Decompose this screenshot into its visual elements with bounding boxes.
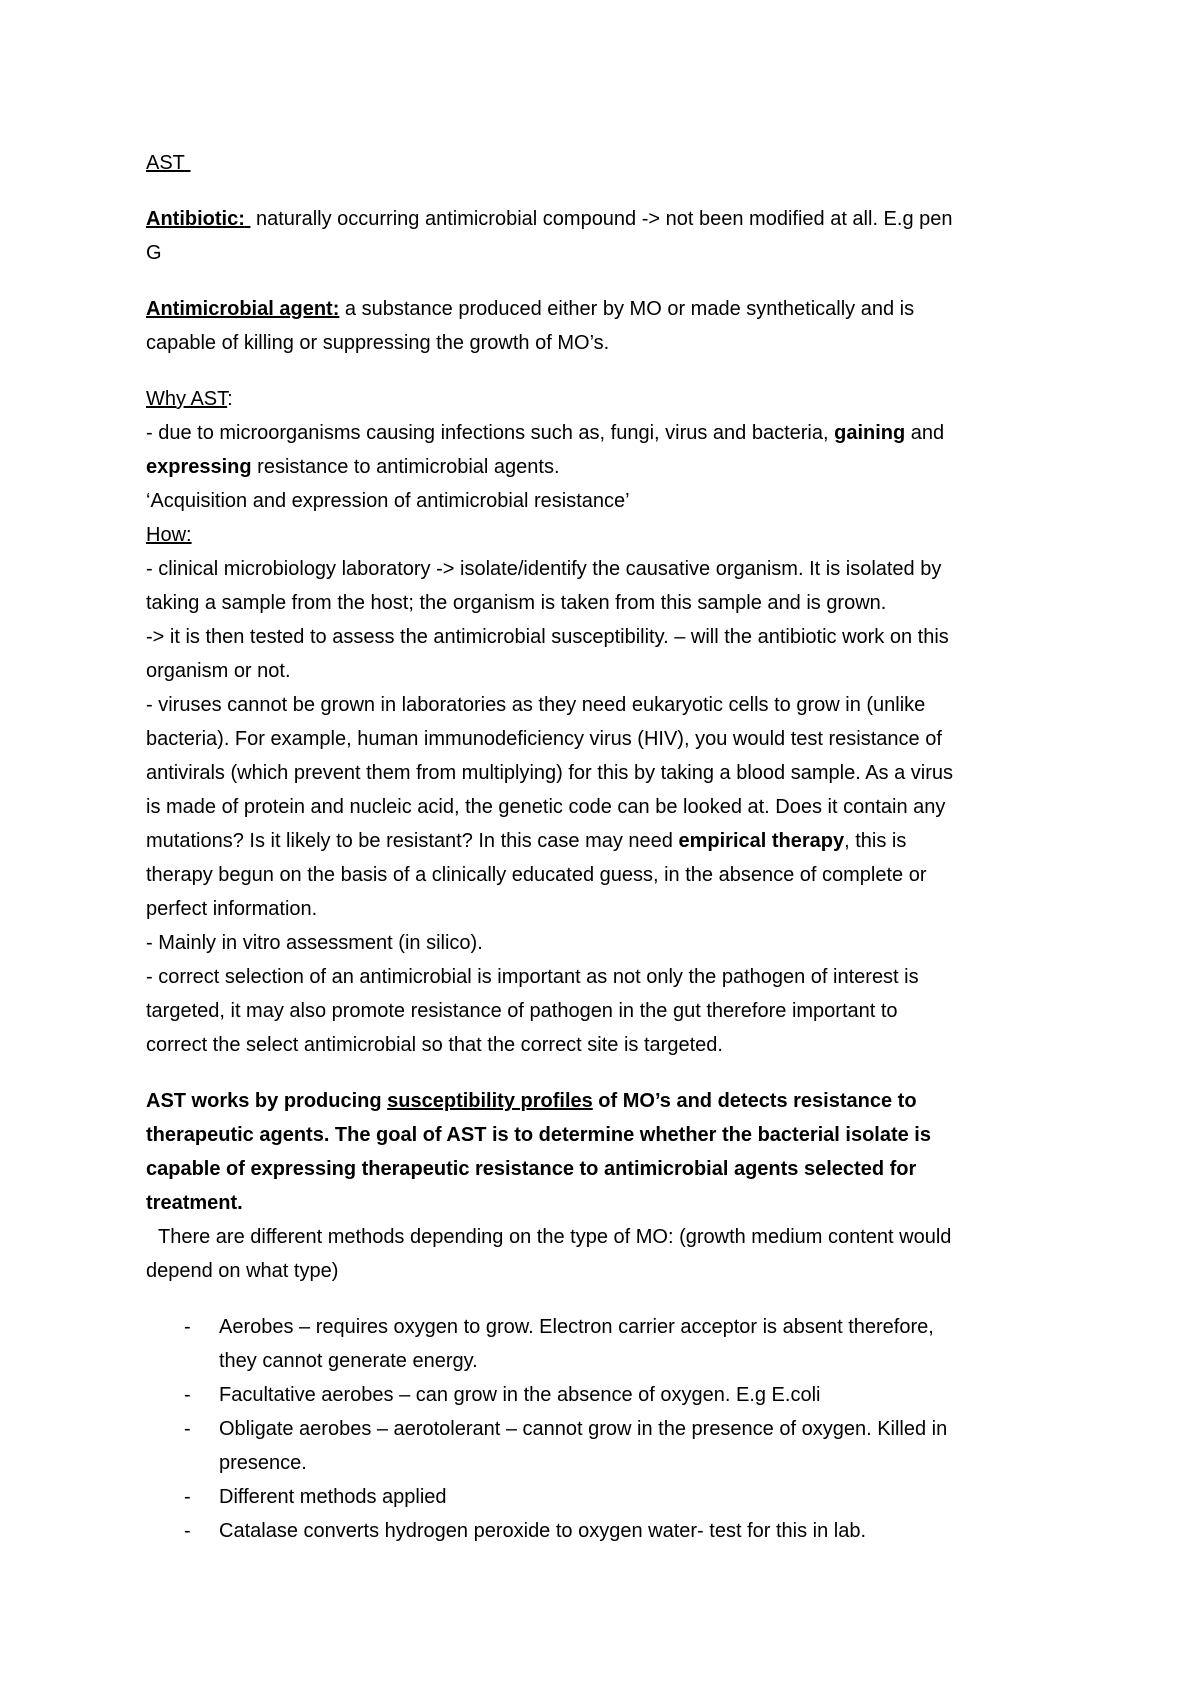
- how-text: , this is: [844, 830, 907, 852]
- works-line-6: depend on what type): [146, 1260, 339, 1282]
- antibiotic-term: Antibiotic:: [146, 208, 245, 230]
- works-text: of MO’s and detects resistance to: [592, 1090, 917, 1112]
- why-heading-text: Why AST: [146, 388, 228, 410]
- bullet-text: Different methods applied: [219, 1486, 447, 1508]
- why-line-2: [146, 450, 1066, 484]
- susceptibility-profiles-term: susceptibility profiles: [387, 1090, 593, 1112]
- antibiotic-definition: [146, 202, 1066, 236]
- bullet-text: Catalase converts hydrogen peroxide to oxygen water- test for this in lab.: [219, 1520, 867, 1542]
- how-heading-text: How:: [146, 524, 192, 546]
- spacer: [146, 270, 1066, 292]
- how-line-empirical: [146, 824, 1066, 858]
- how-line: targeted, it may also promote resistance of pathogen in the gut therefore important to: [146, 1000, 898, 1022]
- title-underline-space: [185, 152, 191, 174]
- why-bold-term: gaining: [834, 422, 906, 444]
- works-text: AST works by producing: [146, 1090, 388, 1112]
- how-line: antivirals (which prevent them from multiplying) for this by taking a blood sample. As a virus: [146, 762, 954, 784]
- bullet-text: Facultative aerobes – can grow in the absence of oxygen. E.g E.coli: [219, 1384, 821, 1406]
- bullet-item: [146, 1378, 1066, 1412]
- how-line: - clinical microbiology laboratory -> isolate/identify the causative organism. It is isolated by: [146, 558, 942, 580]
- how-line: - viruses cannot be grown in laboratories as they need eukaryotic cells to grow in (unlike: [146, 694, 926, 716]
- empirical-therapy-term: empirical therapy: [678, 830, 845, 852]
- how-text: mutations? Is it likely to be resistant? In this case may need: [146, 830, 679, 852]
- how-line: -> it is then tested to assess the antimicrobial susceptibility. – will the antibiotic work on this: [146, 626, 949, 648]
- how-line: is made of protein and nucleic acid, the genetic code can be looked at. Does it contain any: [146, 796, 946, 818]
- how-line: organism or not.: [146, 660, 291, 682]
- works-line-3: capable of expressing therapeutic resistance to antimicrobial agents selected for: [146, 1158, 917, 1180]
- bullet-item: [146, 1412, 1066, 1446]
- agent-def-line-1: a substance produced either by MO or made synthetically and is: [339, 298, 915, 320]
- how-line: taking a sample from the host; the organism is taken from this sample and is grown.: [146, 592, 887, 614]
- bullet-dash: -: [184, 1520, 191, 1542]
- works-line-5: There are different methods depending on the type of MO: (growth medium content would: [158, 1226, 952, 1248]
- why-line-3: ‘Acquisition and expression of antimicrobial resistance’: [146, 490, 630, 512]
- why-bold-term: expressing: [146, 456, 252, 478]
- bullet-text: Obligate aerobes – aerotolerant – cannot grow in the presence of oxygen. Killed in: [219, 1418, 948, 1440]
- why-text: - due to microorganisms causing infections such as, fungi, virus and bacteria,: [146, 422, 835, 444]
- bullet-text: Aerobes – requires oxygen to grow. Electron carrier acceptor is absent therefore,: [219, 1316, 934, 1338]
- spacer: [146, 360, 1066, 382]
- why-text: resistance to antimicrobial agents.: [251, 456, 560, 478]
- bullet-dash: -: [184, 1486, 191, 1508]
- how-line: perfect information.: [146, 898, 318, 920]
- bullet-item: [146, 1480, 1066, 1514]
- bullet-dash: -: [184, 1384, 191, 1406]
- how-line: bacteria). For example, human immunodeficiency virus (HIV), you would test resistance of: [146, 728, 942, 750]
- spacer: [146, 180, 1066, 202]
- doc-title: [146, 146, 1066, 180]
- spacer: [146, 1288, 1066, 1310]
- how-line: therapy begun on the basis of a clinically educated guess, in the absence of complete or: [146, 864, 927, 886]
- agent-definition: [146, 292, 1066, 326]
- spacer: [146, 1062, 1066, 1084]
- works-line-2: therapeutic agents. The goal of AST is to determine whether the bacterial isolate is: [146, 1124, 931, 1146]
- bullet-item: [146, 1310, 1066, 1344]
- works-line-4: treatment.: [146, 1192, 243, 1214]
- how-line: - correct selection of an antimicrobial is important as not only the pathogen of interest is: [146, 966, 919, 988]
- how-heading: [146, 518, 1066, 552]
- why-colon: :: [227, 388, 233, 410]
- bullet-dash: -: [184, 1418, 191, 1440]
- title-text: AST: [146, 152, 185, 174]
- why-text: and: [905, 422, 945, 444]
- bullet-continuation: they cannot generate energy.: [219, 1350, 478, 1372]
- agent-def-line-2: capable of killing or suppressing the growth of MO’s.: [146, 332, 610, 354]
- how-line: - Mainly in vitro assessment (in silico).: [146, 932, 483, 954]
- document-body: [146, 146, 1066, 1548]
- antibiotic-def-line-2: G: [146, 242, 162, 264]
- bullet-continuation: presence.: [219, 1452, 307, 1474]
- bullet-dash: -: [184, 1316, 191, 1338]
- why-heading: [146, 382, 1066, 416]
- how-line: correct the select antimicrobial so that the correct site is targeted.: [146, 1034, 723, 1056]
- works-line-1: [146, 1084, 1066, 1118]
- agent-term: Antimicrobial agent:: [146, 298, 340, 320]
- antibiotic-def-line-1: naturally occurring antimicrobial compound -> not been modified at all. E.g pen: [250, 208, 953, 230]
- bullet-item: [146, 1514, 1066, 1548]
- why-line-1: [146, 416, 1066, 450]
